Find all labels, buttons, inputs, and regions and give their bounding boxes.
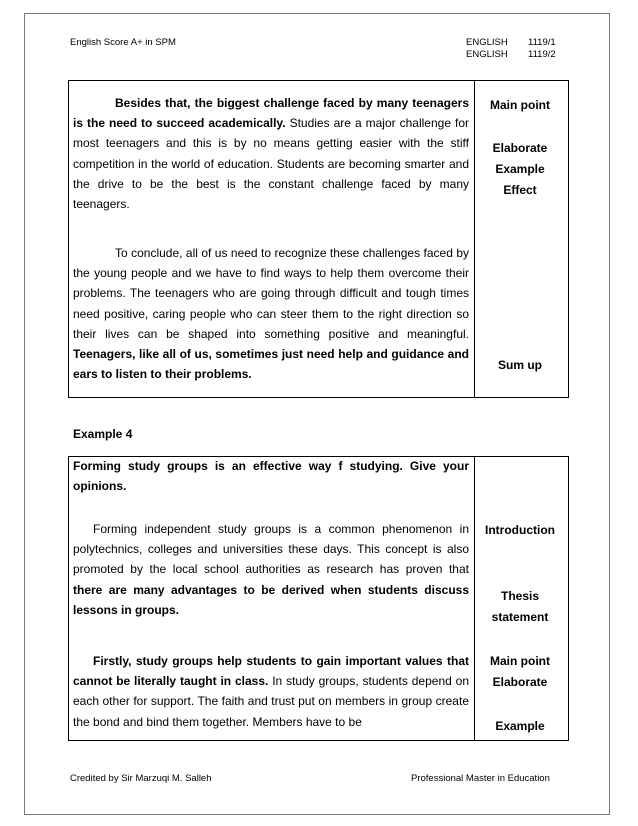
box1-paragraph-2: [73, 243, 469, 384]
label-example-2: Example: [495, 719, 545, 733]
box1-p2-bold: Teenagers, like all of us, sometimes just need help and guidance and ears to listen to their problems.: [73, 347, 469, 382]
box2-question-text: Forming study groups is an effective way f studying. Give your opinions.: [73, 459, 469, 494]
label-thesis: Thesis: [500, 589, 539, 603]
label-main-point-2: Main point: [490, 654, 550, 668]
box1-paragraph-1: [73, 93, 469, 214]
box2-paragraph-1: [73, 519, 469, 620]
label-statement: statement: [491, 610, 549, 624]
header-code: 1119/2: [528, 49, 556, 60]
box1-p2-normal: To conclude, all of us need to recognize these challenges faced by the young people and we have to find ways to help them overcome their problems. The teenagers who are going through difficult and tough times need positive, caring people who can steer them to the right direction so their lives can be shaped into something positive and meaningful.: [73, 246, 469, 341]
box2-p2-rest: In study groups, students depend on each other for support. The faith and trust put on members in group create the bond and bind them together. Members have to be: [73, 674, 469, 729]
header-code: 1119/1: [528, 37, 556, 48]
box2-paragraph-2: [73, 651, 469, 732]
header-subject: ENGLISH: [466, 37, 508, 48]
box2-p2-bold: Firstly, study groups help students to gain important values that cannot be literally taught in class.: [73, 654, 469, 689]
header-left: English Score A+ in SPM: [70, 37, 176, 48]
label-sum-up: Sum up: [498, 358, 542, 372]
label-introduction: Introduction: [485, 523, 555, 537]
box1-p1-bold: Besides that, the biggest challenge faced by many teenagers is the need to succeed academically.: [73, 96, 469, 131]
label-main-point: Main point: [490, 98, 550, 112]
header-row: [466, 37, 556, 49]
box2-p1-normal: Forming independent study groups is a common phenomenon in polytechnics, colleges and universities these days. This concept is also promoted by the local school authorities as research has proven that: [73, 522, 469, 577]
box1-p1-rest: Studies are a major challenge for most teenagers and this is by no means getting easier with the stiff competition in the world of education. Students are becoming smarter and the drive to be the best is the constant challenge faced by many teenagers.: [73, 116, 470, 212]
header-subject: ENGLISH: [466, 49, 508, 60]
header-right: [466, 37, 556, 61]
footer-left: Credited by Sir Marzuqi M. Salleh: [70, 773, 212, 784]
label-elaborate: Elaborate: [492, 141, 548, 155]
footer-right: Professional Master in Education: [411, 773, 550, 784]
column-divider: [474, 81, 475, 397]
header-row: [466, 49, 556, 61]
box2-question: [73, 456, 469, 496]
label-elaborate-2: Elaborate: [492, 675, 548, 689]
example-heading: Example 4: [73, 427, 133, 441]
label-example: Example: [495, 162, 545, 176]
box2-p1-bold: there are many advantages to be derived when students discuss lessons in groups.: [73, 582, 469, 617]
label-effect: Effect: [503, 183, 537, 197]
